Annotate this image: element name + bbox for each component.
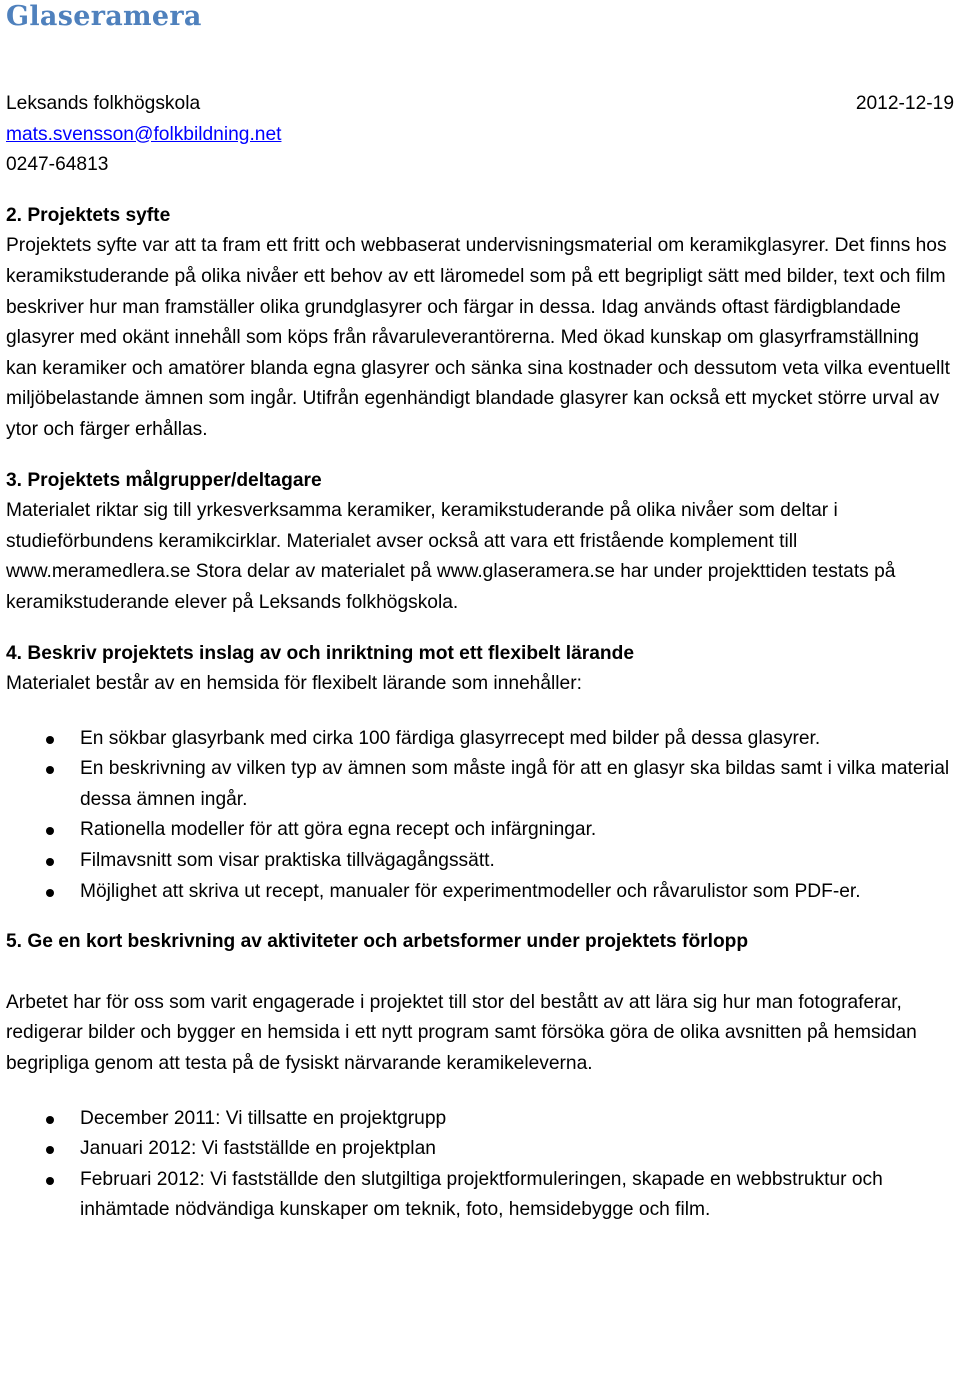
list-item: En beskrivning av vilken typ av ämnen som måste ingå för att en glasyr ska bildas samt i vilka material dessa ämnen ingår.: [6, 754, 954, 815]
list-item: Januari 2012: Vi fastställde en projektplan: [6, 1134, 954, 1165]
section-5-body: Arbetet har för oss som varit engagerade i projektet till stor del bestått av att lära sig hur man fotograferar, redigerar bilder och bygger en hemsida i ett nytt program samt försöka göra de olika avsnitten på hemsidan begripliga genom att testa på de fysiskt närvarande keramikeleverna.: [6, 991, 917, 1075]
list-item: Möjlighet att skriva ut recept, manualer för experimentmodeller och råvarulistor som PDF-er.: [6, 877, 954, 908]
bullet-icon: [46, 827, 54, 835]
list-item: Filmavsnitt som visar praktiska tillvägagångssätt.: [6, 846, 954, 877]
list-item: Rationella modeller för att göra egna recept och infärgningar.: [6, 815, 954, 846]
document-title: Glaseramera: [6, 1, 202, 32]
section-2-body: Projektets syfte var att ta fram ett fritt och webbaserat undervisningsmaterial om keramikglasyrer. Det finns hos keramikstuderande på olika nivåer ett behov av ett läromedel som på ett begripligt sätt med bilder, text och film beskriver hur man framställer olika grundglasyrer och färgar in dessa. Idag används oftast färdigblandade glasyrer med okänt innehåll som köps från råvaruleverantörerna. Med ökad kunskap om glasyrframställning kan keramiker och amatörer blanda egna glasyrer och sänka sina kostnader och dessutom veta vilka eventuellt miljöbelastande ämnen som ingår. Utifrån egenhändigt blandade glasyrer kan också ett mycket större urval av ytor och färger erhållas.: [6, 235, 950, 440]
section-5-heading: 5. Ge en kort beskrivning av aktiviteter och arbetsformer under projektets förlopp: [6, 931, 749, 953]
section-5-list: [6, 1104, 954, 1226]
list-item: En sökbar glasyrbank med cirka 100 färdiga glasyrrecept med bilder på dessa glasyrer.: [6, 724, 954, 755]
section-4-heading: 4. Beskriv projektets inslag av och inriktning mot ett flexibelt lärande: [6, 642, 635, 664]
bullet-icon: [46, 858, 54, 866]
email-link[interactable]: mats.svensson@folkbildning.net: [6, 123, 282, 145]
header-row: [6, 89, 954, 120]
bullet-icon: [46, 1146, 54, 1154]
phone-number: 0247-64813: [6, 154, 109, 176]
bullet-icon: [46, 766, 54, 774]
document-body: [6, 89, 954, 1226]
section-2-heading: 2. Projektets syfte: [6, 204, 171, 226]
document-date: 2012-12-19: [855, 93, 954, 114]
section-4-list: [6, 724, 954, 908]
section-3-body: Materialet riktar sig till yrkesverksamma keramiker, keramikstuderande på olika nivåer som deltar i studieförbundens keramikcirklar. Materialet avser också att vara ett fristående komplement till www.meramedlera.se Stora delar av materialet på www.glaseramera.se har under projekttiden testats på keramikstuderande elever på Leksands folkhögskola.: [6, 500, 896, 613]
organization-name: Leksands folkhögskola: [6, 93, 201, 114]
list-item: Februari 2012: Vi fastställde den slutgiltiga projektformuleringen, skapade en webbstruktur och inhämtade nödvändiga kunskaper om teknik, foto, hemsidebygge och film.: [6, 1165, 954, 1226]
bullet-icon: [46, 1116, 54, 1124]
bullet-icon: [46, 1177, 54, 1185]
list-item: December 2011: Vi tillsatte en projektgrupp: [6, 1104, 954, 1135]
section-4-intro: Materialet består av en hemsida för flexibelt lärande som innehåller:: [6, 673, 582, 695]
bullet-icon: [46, 736, 54, 744]
bullet-icon: [46, 889, 54, 897]
section-3-heading: 3. Projektets målgrupper/deltagare: [6, 469, 322, 491]
